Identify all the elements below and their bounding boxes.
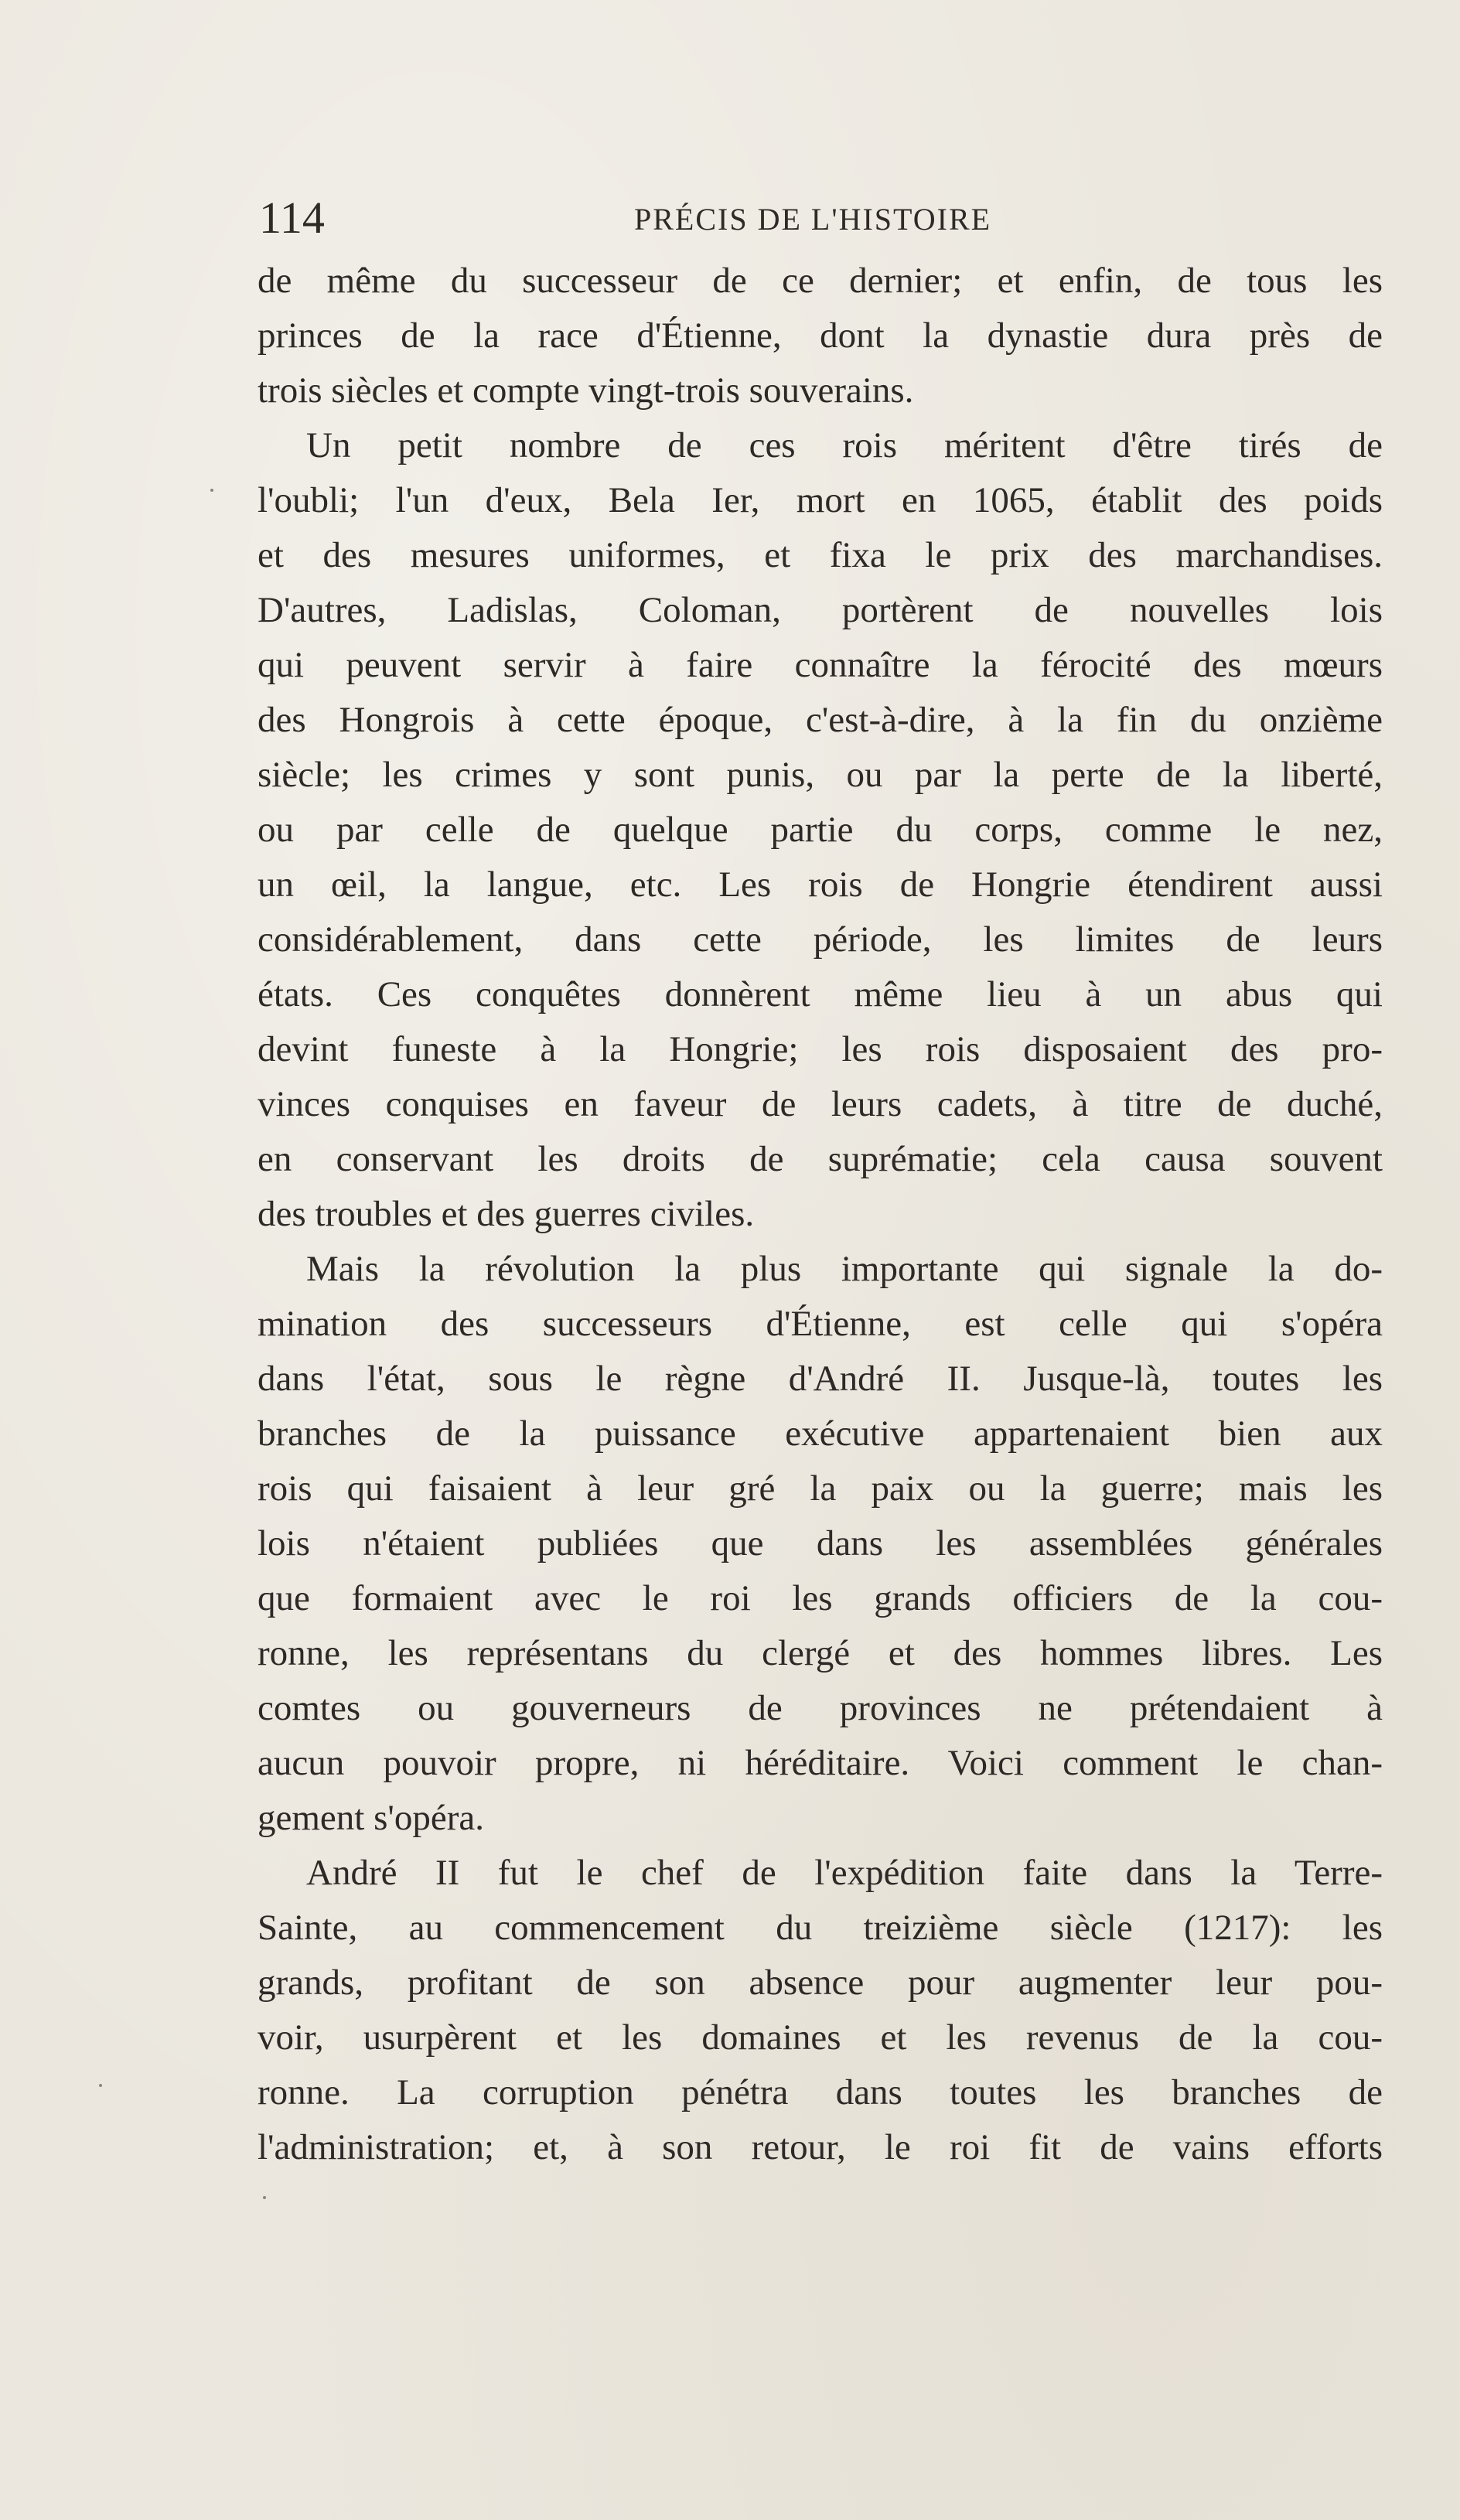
text-line: états. Ces conquêtes donnèrent même lieu à un abus qui [258,974,1383,1014]
text-line: siècle; les crimes y sont punis, ou par la perte de la liberté, [258,755,1383,795]
text-line: que formaient avec le roi les grands officiers de la cou- [258,1578,1383,1618]
text-line: aucun pouvoir propre, ni héréditaire. Voici comment le chan- [258,1743,1383,1783]
paper-speck [210,489,213,492]
text-line: ronne. La corruption pénétra dans toutes les branches de [258,2072,1383,2113]
text-line: considérablement, dans cette période, les limites de leurs [258,919,1383,960]
text-line: des troubles et des guerres civiles. [258,1194,755,1234]
text-line: en conservant les droits de suprématie; cela causa souvent [258,1139,1383,1179]
text-line: dans l'état, sous le règne d'André II. Jusque-là, toutes les [258,1359,1383,1399]
text-line: princes de la race d'Étienne, dont la dynastie dura près de [258,315,1383,356]
text-line: Sainte, au commencement du treizième siècle (1217): les [258,1908,1383,1948]
text-line: D'autres, Ladislas, Coloman, portèrent de nouvelles lois [258,590,1383,630]
text-line: rois qui faisaient à leur gré la paix ou la guerre; mais les [258,1468,1383,1509]
text-line: l'oubli; l'un d'eux, Bela Ier, mort en 1065, établit des poids [258,480,1383,520]
text-line: grands, profitant de son absence pour augmenter leur pou- [258,1962,1383,2003]
text-line: gement s'opéra. [258,1798,484,1838]
text-line: de même du successeur de ce dernier; et enfin, de tous les [258,261,1383,301]
text-line: vinces conquises en faveur de leurs cadets, à titre de duché, [258,1084,1383,1124]
text-line: ronne, les représentans du clergé et des hommes libres. Les [258,1633,1383,1673]
running-head: PRÉCIS DE L'HISTOIRE [634,202,992,237]
paper-speck [99,2084,102,2087]
text-line: lois n'étaient publiées que dans les assemblées générales [258,1523,1383,1563]
text-line: mination des successeurs d'Étienne, est celle qui s'opéra [258,1304,1383,1344]
body-text [258,254,1383,2175]
text-line: Mais la révolution la plus importante qui signale la do- [306,1249,1383,1289]
text-line: devint funeste à la Hongrie; les rois disposaient des pro- [258,1029,1383,1069]
text-line: qui peuvent servir à faire connaître la férocité des mœurs [258,645,1383,685]
text-line: l'administration; et, à son retour, le roi fit de vains efforts [258,2127,1383,2167]
text-line: comtes ou gouverneurs de provinces ne prétendaient à [258,1688,1383,1728]
text-line: un œil, la langue, etc. Les rois de Hongrie étendirent aussi [258,864,1383,905]
text-line: trois siècles et compte vingt-trois souverains. [258,370,914,411]
page-header [259,191,1380,245]
text-line: André II fut le chef de l'expédition faite dans la Terre- [306,1853,1383,1893]
text-line: voir, usurpèrent et les domaines et les revenus de la cou- [258,2017,1383,2058]
paper-speck [263,2196,266,2199]
text-line: Un petit nombre de ces rois méritent d'être tirés de [306,425,1383,465]
text-line: ou par celle de quelque partie du corps, comme le nez, [258,810,1383,850]
text-line: branches de la puissance exécutive appartenaient bien aux [258,1413,1383,1454]
page-number: 114 [259,193,325,243]
text-line: et des mesures uniformes, et fixa le prix des marchandises. [258,535,1383,575]
text-line: des Hongrois à cette époque, c'est-à-dire, à la fin du onzième [258,700,1383,740]
